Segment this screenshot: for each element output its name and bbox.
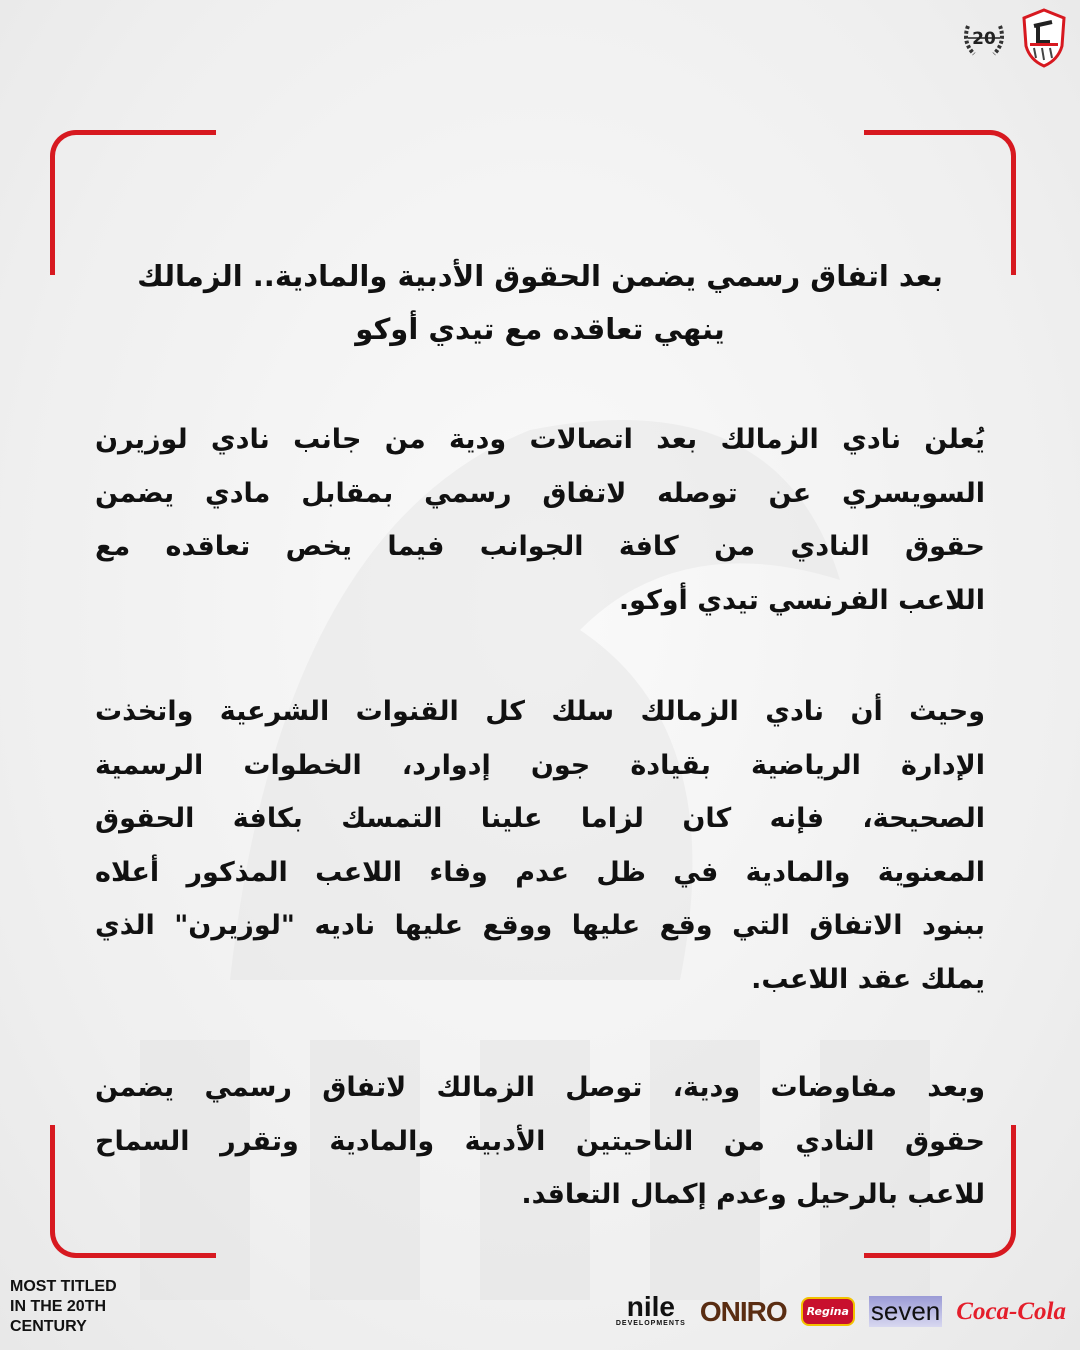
zamalek-crest-icon <box>1022 8 1066 68</box>
paragraph-1 <box>95 413 985 627</box>
headline-line: ينهي تعاقده مع تيدي أوكو <box>355 312 725 346</box>
twentieth-century-laurel-icon <box>960 14 1008 62</box>
seven-logo: seven <box>870 1296 941 1326</box>
nile-logo-subtext: DEVELOPMENTS <box>615 1320 686 1327</box>
coca-cola-logo: Coca-Cola <box>956 1297 1066 1325</box>
text-line: الإدارة الرياضية بقيادة جون إدوارد، الخطوات الرسمية <box>95 749 985 781</box>
tagline-line: CENTURY <box>10 1318 87 1335</box>
text-line: يملك عقد اللاعب. <box>751 963 985 995</box>
oniro-logo: ONIRO <box>699 1295 787 1327</box>
headline <box>90 250 990 356</box>
headline-line: بعد اتفاق رسمي يضمن الحقوق الأدبية والمادية.. الزمالك <box>137 259 943 293</box>
paragraph-3 <box>95 1061 985 1222</box>
nile-logo <box>615 1291 686 1328</box>
text-line: حقوق النادي من الناحيتين الأدبية والمادية وتقرر السماح <box>95 1125 985 1157</box>
paragraph-2 <box>95 685 985 1006</box>
text-line: المعنوية والمادية في ظل عدم وفاء اللاعب المذكور أعلاه <box>95 856 985 888</box>
tagline-line: MOST TITLED <box>10 1278 117 1295</box>
tagline-line: IN THE 20TH <box>10 1298 107 1315</box>
club-badges <box>960 8 1066 68</box>
text-line: للاعب بالرحيل وعدم إكمال التعاقد. <box>521 1179 985 1210</box>
text-line: اللاعب الفرنسي تيدي أوكو. <box>618 584 985 616</box>
text-line: السويسري عن توصله لاتفاق رسمي بمقابل مادي يضمن <box>95 477 985 509</box>
regina-logo: Regina <box>801 1297 855 1326</box>
sponsor-logos <box>615 1291 1066 1328</box>
tagline <box>10 1277 117 1337</box>
text-line: الصحيحة، فإنه كان لزاما علينا التمسك بكافة الحقوق <box>95 803 985 834</box>
text-line: يُعلن نادي الزمالك بعد اتصالات ودية من جانب نادي لوزيرن <box>95 424 985 455</box>
text-line: حقوق النادي من كافة الجوانب فيما يخص تعاقده مع <box>95 531 985 562</box>
text-line: وحيث أن نادي الزمالك سلك كل القنوات الشرعية واتخذت <box>95 696 985 727</box>
text-line: وبعد مفاوضات ودية، توصل الزمالك لاتفاق رسمي يضمن <box>95 1072 985 1103</box>
text-line: ببنود الاتفاق التي وقع عليها ووقع عليها ناديه "لوزيرن" الذي <box>95 910 985 941</box>
nile-logo-text: nile <box>626 1291 675 1322</box>
svg-text:20: 20 <box>972 29 996 49</box>
